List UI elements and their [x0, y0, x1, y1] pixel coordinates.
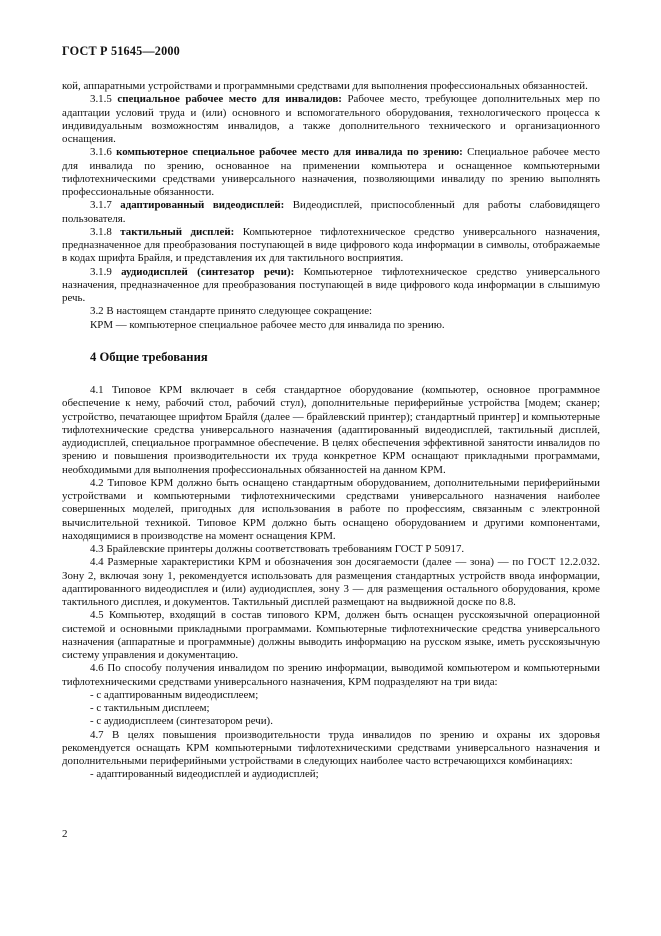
paragraph-4-2: 4.2 Типовое КРМ должно быть оснащено стандартным оборудованием, дополнительными периферийными устройствами и компьютерными тифлотехническими средствами универсального назначения наиболее совершенных моделей, пригодных для использования в работе по профессиям, связанным с электронной вычислительной техникой. Типовое КРМ должно быть оснащено оборудованием и другими компонентами, находящимися в производстве на момент оснащения КРМ. — [62, 476, 600, 542]
definition-3-1-8 — [62, 226, 600, 266]
list-item: - с адаптированным видеодисплеем; — [90, 688, 259, 701]
definition-number: 3.1.5 — [90, 93, 112, 106]
definition-term: специальное рабочее место для инвалидов: — [117, 93, 342, 106]
definition-term: компьютерное специальное рабочее место для инвалида по зрению: — [116, 146, 463, 159]
list-item: - с тактильным дисплеем; — [90, 702, 210, 714]
definition-text: Рабочее место, требующее дополнительных мер по адаптации условий труда и (или) основного и вспомогательного оборудования, технологического процесса к индивидуальным возможностям инвалидов, а также дополнительного технического и организационного оснащения. — [62, 93, 600, 145]
list-item: - адаптированный видеодисплей и аудиодисплей; — [90, 768, 319, 781]
paragraph-4-6: 4.6 По способу получения инвалидом по зрению информации, выводимой компьютером и компьютерными тифлотехническими средствами универсального назначения, КРМ подразделяют на три вида: — [62, 662, 600, 688]
definition-number: 3.1.9 — [90, 265, 112, 278]
definition-term: адаптированный видеодисплей: — [120, 199, 285, 212]
definition-text: Видеодисплей, приспособленный для работы слабовидящего пользователя. — [62, 199, 600, 225]
definition-3-1-5 — [62, 93, 600, 146]
paragraph-4-4: 4.4 Размерные характеристики КРМ и обозначения зон досягаемости (далее — зона) — по ГОСТ 12.2.032. Зону 2, включая зону 1, рекомендуется использовать для размещения стандартных устройств ввода информации, адаптированного видеодисплея и (или) аудиодисплея, зону 3 — для размещения остального оборудования, кроме тактильного дисплея, и документов. Тактильный дисплей размещают на выдвижной доске по 8.8. — [62, 556, 600, 608]
paragraph-3-2: 3.2 В настоящем стандарте принято следующее сокращение: — [90, 305, 373, 318]
paragraph-4-3: 4.3 Брайлевские принтеры должны соответствовать требованиям ГОСТ Р 50917. — [90, 543, 465, 555]
abbreviation-line: КРМ — компьютерное специальное рабочее место для инвалида по зрению. — [90, 318, 445, 331]
list-item: - с аудиодисплеем (синтезатором речи). — [90, 715, 273, 728]
document-body — [62, 80, 600, 782]
definition-text: Компьютерное тифлотехническое средство универсального назначения, предназначенное для преобразования поступающей в виде цифрового кода информации в символы, отображаемые в кодах шрифта Брайля, и представления их для тактильного восприятия. — [62, 225, 600, 265]
definition-text: Компьютерное тифлотехническое средство универсального назначения, предназначенное для преобразования поступающей в виде цифрового кода информации в слышимую речь. — [62, 265, 600, 304]
definition-number: 3.1.8 — [90, 225, 112, 238]
definition-term: аудиодисплей (синтезатор речи): — [121, 265, 295, 278]
page-number: 2 — [62, 828, 68, 840]
section-heading: 4 Общие требования — [90, 349, 208, 364]
definition-term: тактильный дисплей: — [120, 225, 235, 238]
paragraph-4-5: 4.5 Компьютер, входящий в состав типового КРМ, должен быть оснащен русскоязычной операционной системой и основными прикладными программами. Компьютерные тифлотехнические средства универсального назначения (аппаратные и программные) должны выводить информацию на русском языке, иметь русскоязычную систему управления и документацию. — [62, 609, 600, 661]
paragraph-continuation: кой, аппаратными устройствами и программными средствами для выполнения профессиональных обязанностей. — [62, 80, 588, 92]
standard-header: ГОСТ Р 51645—2000 — [62, 44, 180, 58]
definition-number: 3.1.6 — [90, 146, 112, 159]
paragraph-4-7: 4.7 В целях повышения производительности труда инвалидов по зрению и охраны их здоровья рекомендуется оснащать КРМ компьютерными тифлотехническими средствами универсального назначения и дополнительными периферийными устройствами в следующих наиболее часто встречающихся комбинациях: — [62, 728, 600, 767]
definition-3-1-6 — [62, 146, 600, 199]
paragraph-4-1: 4.1 Типовое КРМ включает в себя стандартное оборудование (компьютер, основное программное обеспечение к нему, рабочий стол, рабочий стул), дополнительные периферийные устройства [модем; сканер; устройство, печатающее шрифтом Брайля (далее — брайлевский принтер); стандартный принтер] и компьютерные тифлотехнические средства универсального назначения (адаптированный видеодисплей, тактильный дисплей, аудиодисплей, специальное программное обеспечение. В целях обеспечения эффективной занятости инвалидов по зрению и повышения производительности их труда конкретное КРМ оснащают прикладными программами, необходимыми для выполнения профессиональных обязанностей на данном КРМ. — [62, 384, 600, 476]
definition-number: 3.1.7 — [90, 199, 112, 212]
definition-3-1-9 — [62, 266, 600, 306]
definition-3-1-7 — [62, 199, 600, 226]
definition-text: Специальное рабочее место для инвалида по зрению, основанное на применении компьютера и оснащенное компьютерными тифлотехническими средствами универсального назначения, позволяющими инвалиду по зрению выполнять профессиональные обязанности. — [62, 146, 600, 198]
